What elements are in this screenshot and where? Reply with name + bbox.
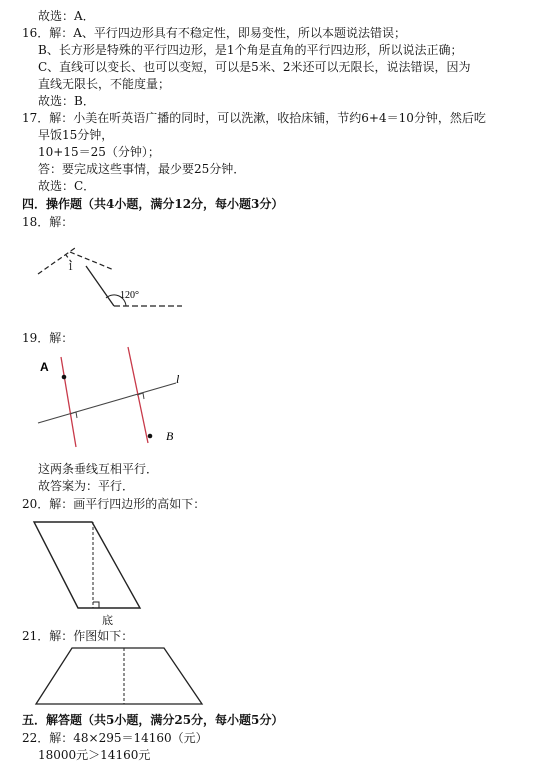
solution-17-line-4: 答：要完成这些事情，最少要25分钟． [38,162,246,176]
question-18-label: 18．解： [22,215,74,229]
solution-19-line-1: 这两条垂线互相平行． [38,462,159,476]
figure-19-perpendiculars [36,347,186,453]
question-19-label: 19．解： [22,331,74,345]
question-21-label: 21．解：作图如下： [22,629,134,643]
base-label: 底 [102,614,113,627]
solution-17-line-2: 早饭15分钟， [38,128,114,142]
perpendicular-line-a [61,357,76,447]
solution-16-line-3: C、直线可以变长、也可以变短，可以是5米、2米还可以无限长，说法错误，因为 [38,60,471,74]
figure-20-parallelogram [30,514,150,630]
answer-17: 故选：C． [38,179,96,193]
figure-21-trapezoid [30,644,210,710]
solution-17-line-3: 10+15＝25（分钟）； [38,145,160,159]
solution-16-line-2: B、长方形是特殊的平行四边形，是1个角是直角的平行四边形，所以说法正确； [38,43,463,57]
point-b [148,434,153,439]
solution-17-line-1: 17．解：小美在听英语广播的同时，可以洗漱，收拾床铺，节约6+4＝10分钟，然后吃 [22,111,486,125]
point-b-label: B [166,429,174,443]
section-4-heading: 四．操作题（共4小题，满分12分，每小题3分） [22,197,284,211]
answer-19: 故答案为：平行． [38,479,135,493]
point-a [62,375,67,380]
section-5-heading: 五．解答题（共5小题，满分25分，每小题5分） [22,713,284,727]
line-l-label: l [176,372,180,386]
figure-18-angle-label: 120° [120,290,139,301]
question-20-label: 20．解：画平行四边形的高如下： [22,497,206,511]
figure-18-mark-label: 1 [68,262,73,273]
point-a-label: A [40,360,49,374]
answer-15: 故选：A． [38,9,95,23]
solution-22-line-1: 22．解：48×295＝14160（元） [22,731,208,745]
answer-16: 故选：B． [38,94,95,108]
solution-22-line-2: 18000元＞14160元 [38,748,151,762]
solution-16-line-4: 直线无限长，不能度量； [38,77,171,91]
solution-16-line-1: 16．解：A、平行四边形具有不稳定性，即易变性，所以本题说法错误； [22,26,406,40]
figure-18-angle [30,232,190,320]
